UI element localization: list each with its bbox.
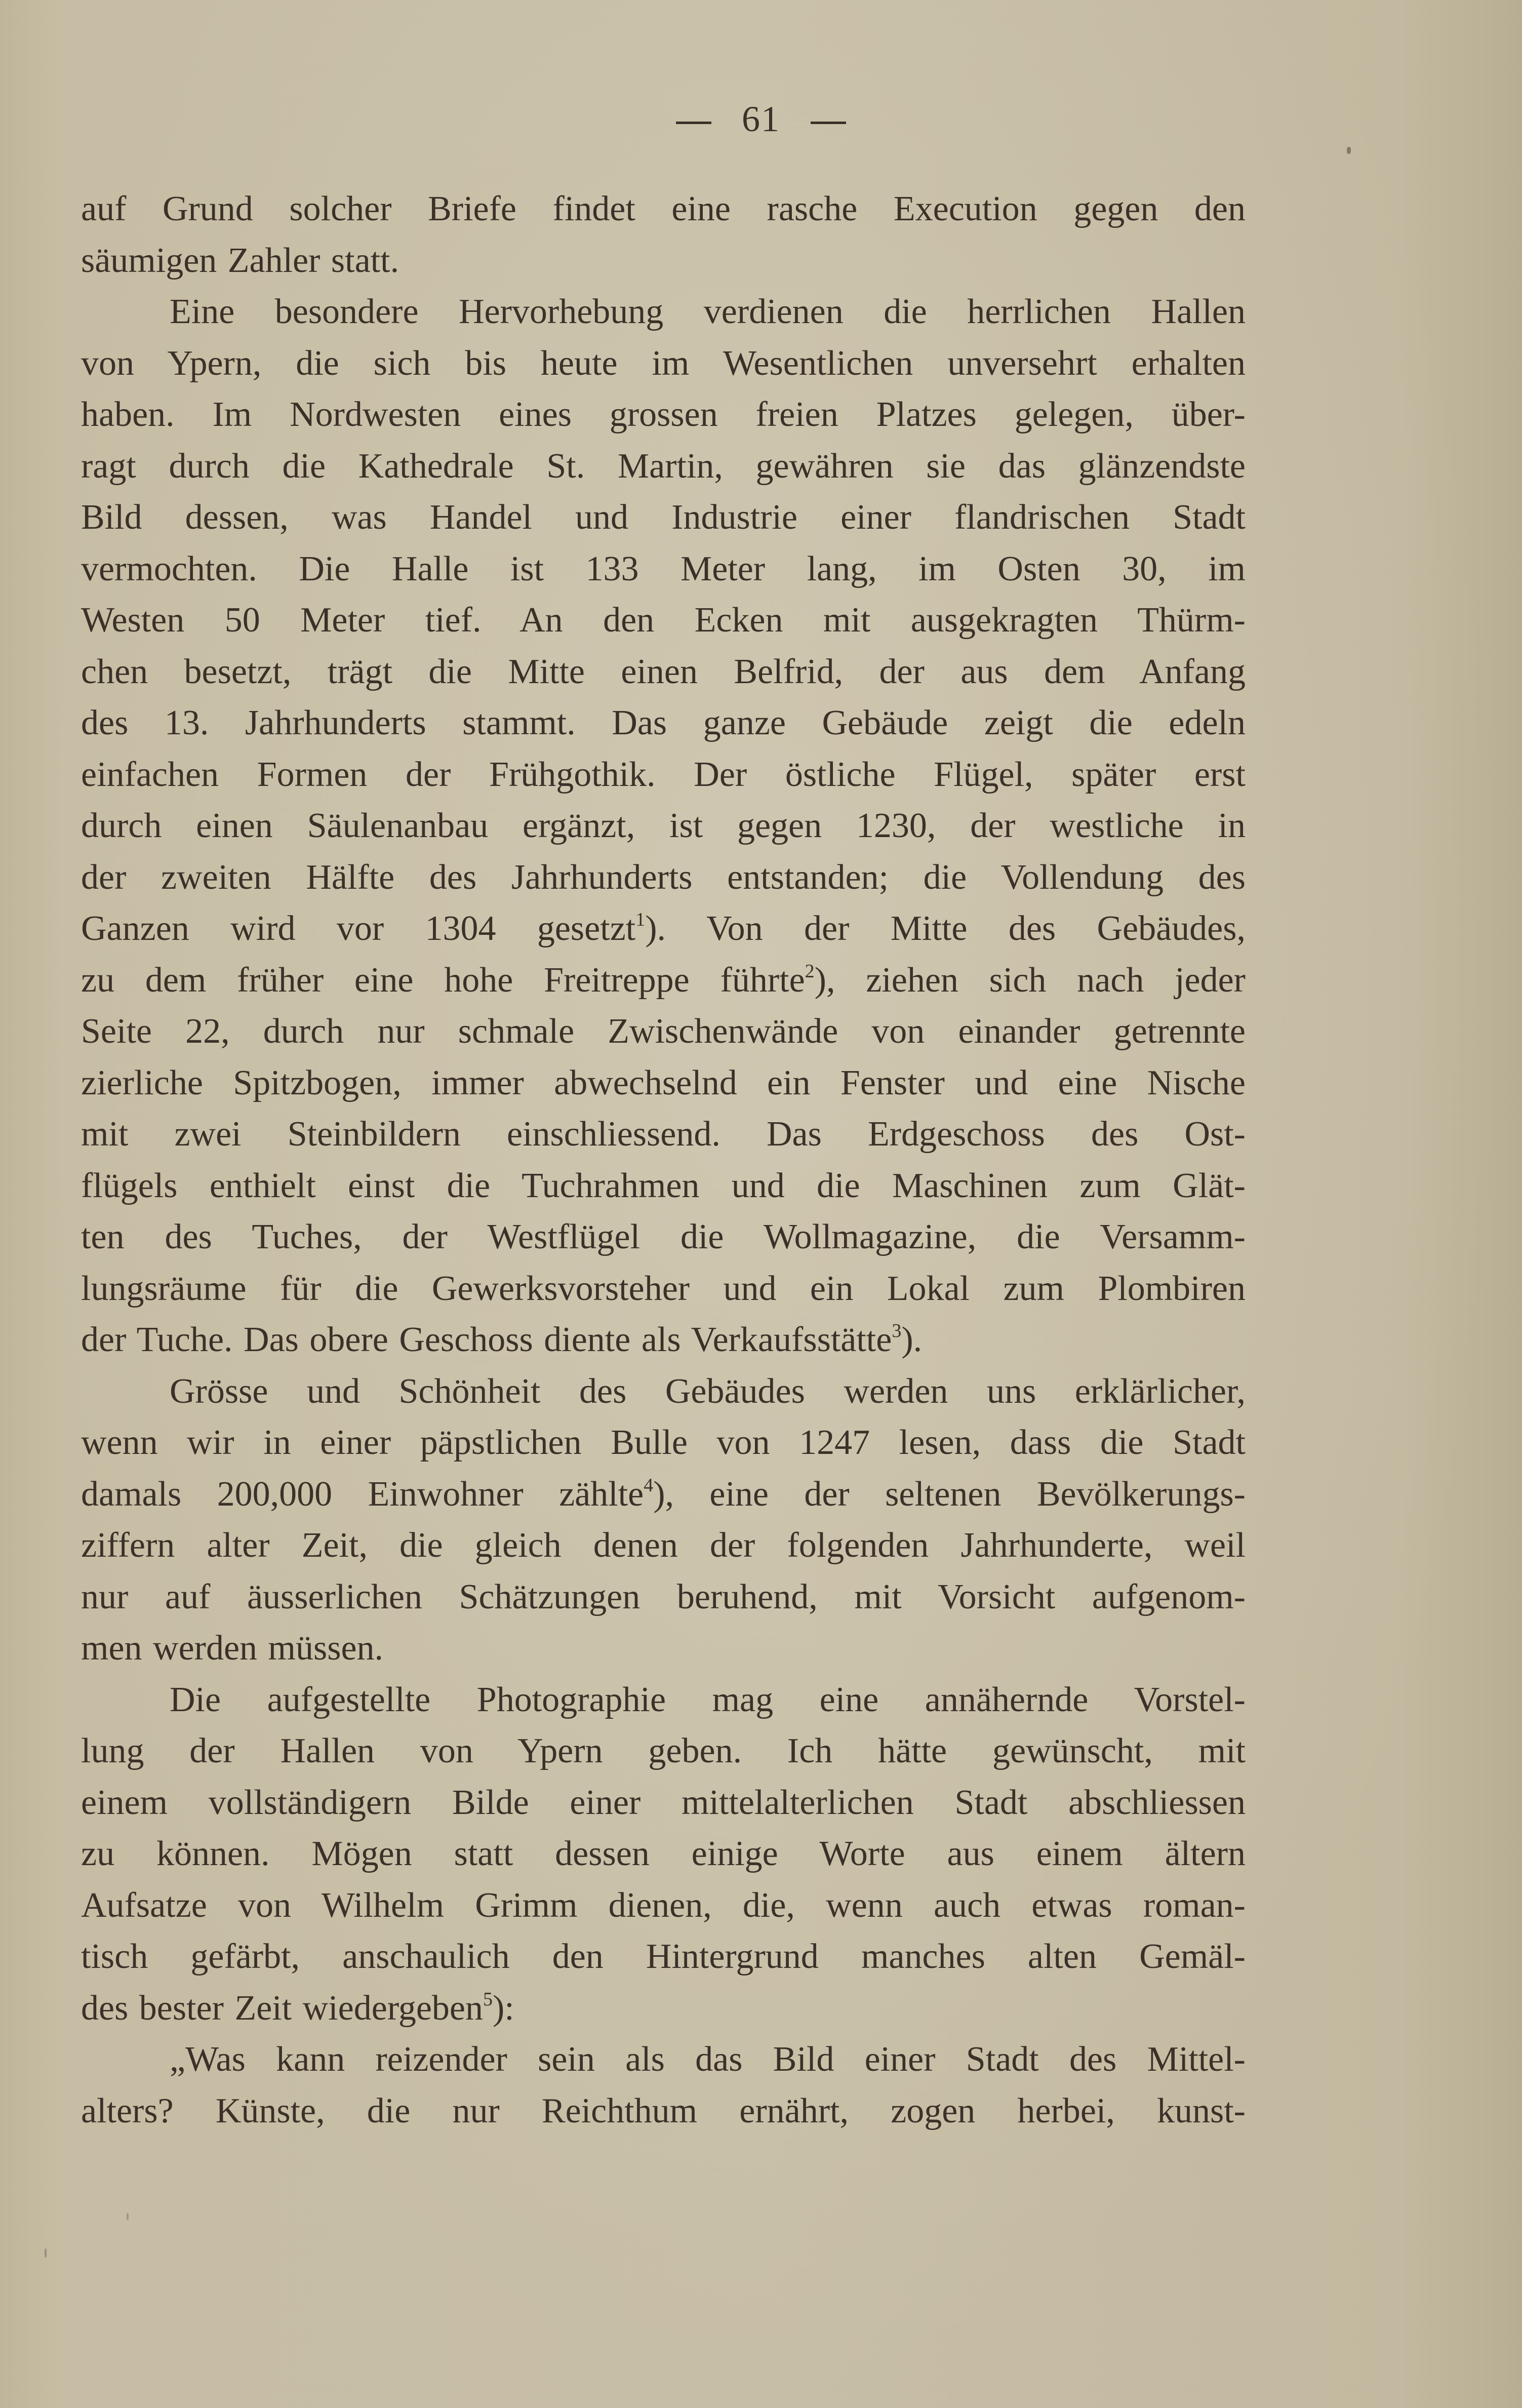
text-line-content: haben. Im Nordwesten eines grossen freien Platzes gelegen, über- xyxy=(81,395,1246,434)
text-line-content: von Ypern, die sich bis heute im Wesentlichen unversehrt erhalten xyxy=(81,343,1246,383)
text-line xyxy=(81,543,1246,595)
text-line xyxy=(81,1057,1246,1109)
text-line-content: damals 200,000 Einwohner zählte xyxy=(81,1474,644,1514)
text-line-content: ziffern alter Zeit, die gleich denen der folgenden Jahrhunderte, weil xyxy=(81,1526,1246,1565)
text-line xyxy=(81,1880,1246,1931)
text-line xyxy=(81,2085,1246,2137)
text-line xyxy=(81,697,1246,749)
text-line-content: wenn wir in einer päpstlichen Bulle von 1247 lesen, dass die Stadt xyxy=(81,1423,1246,1462)
text-line-content: zu dem früher eine hohe Freitreppe führte xyxy=(81,960,805,1000)
text-line-continuation: ), ziehen sich nach jeder xyxy=(814,960,1246,1000)
text-line xyxy=(81,1417,1246,1469)
text-line-content: durch einen Säulenanbau ergänzt, ist gegen 1230, der westliche in xyxy=(81,806,1246,845)
text-line xyxy=(81,441,1246,492)
text-line xyxy=(81,749,1246,801)
body-text xyxy=(81,183,1246,2137)
text-line xyxy=(81,1314,1246,1366)
text-line-continuation: ). Von der Mitte des Gebäudes, xyxy=(645,909,1246,948)
text-line-content: vermochten. Die Halle ist 133 Meter lang, im Osten 30, im xyxy=(81,549,1246,588)
text-line-content: Ganzen wird vor 1304 gesetzt xyxy=(81,909,636,948)
text-line xyxy=(81,492,1246,543)
text-line-content: zierliche Spitzbogen, immer abwechselnd ein Fenster und eine Nische xyxy=(81,1063,1246,1102)
footnote-marker: 1 xyxy=(635,909,646,930)
text-line-content: tisch gefärbt, anschaulich den Hintergrund manches alten Gemäl- xyxy=(81,1937,1246,1976)
text-line xyxy=(81,800,1246,852)
text-line-content: des 13. Jahrhunderts stammt. Das ganze Gebäude zeigt die edeln xyxy=(81,703,1246,742)
text-line xyxy=(81,1725,1246,1777)
footnote-marker: 4 xyxy=(644,1474,654,1496)
text-line-content: auf Grund solcher Briefe findet eine rasche Execution gegen den xyxy=(81,189,1246,228)
paper-speck xyxy=(45,2248,47,2258)
text-line xyxy=(81,1263,1246,1315)
text-line xyxy=(81,852,1246,903)
text-line xyxy=(81,286,1246,338)
paper-speck xyxy=(127,2213,129,2220)
text-line xyxy=(81,1777,1246,1829)
text-line xyxy=(81,955,1246,1006)
text-line-content: Seite 22, durch nur schmale Zwischenwände von einander getrennte xyxy=(81,1012,1246,1051)
text-line-content: Grösse und Schönheit des Gebäudes werden uns erklärlicher, xyxy=(170,1371,1246,1411)
text-line-content: der Tuche. Das obere Geschoss diente als Verkaufsstätte xyxy=(81,1320,892,1359)
text-line-content: einem vollständigern Bilde einer mittelalterlichen Stadt abschliessen xyxy=(81,1783,1246,1822)
text-line xyxy=(81,1623,1246,1674)
text-line xyxy=(81,1674,1246,1726)
text-line xyxy=(81,183,1246,235)
text-line-content: lungsräume für die Gewerksvorsteher und ein Lokal zum Plombiren xyxy=(81,1269,1246,1308)
text-line xyxy=(81,1469,1246,1520)
text-line-content: alters? Künste, die nur Reichthum ernährt, zogen herbei, kunst- xyxy=(81,2091,1246,2130)
text-line-content: Aufsatze von Wilhelm Grimm dienen, die, wenn auch etwas roman- xyxy=(81,1885,1246,1925)
header-dash-right xyxy=(811,122,846,124)
footnote-marker: 5 xyxy=(483,1988,493,2010)
text-line xyxy=(81,903,1246,955)
text-line xyxy=(81,338,1246,389)
text-line xyxy=(81,1211,1246,1263)
page-number: 61 xyxy=(742,99,780,139)
text-line-content: der zweiten Hälfte des Jahrhunderts entstanden; die Vollendung des xyxy=(81,857,1246,897)
text-line xyxy=(81,1571,1246,1623)
text-line xyxy=(81,2034,1246,2085)
text-line-content: des bester Zeit wiedergeben xyxy=(81,1988,483,2028)
text-line xyxy=(81,1366,1246,1417)
text-line-content: Bild dessen, was Handel und Industrie einer flandrischen Stadt xyxy=(81,498,1246,537)
text-line-content: ragt durch die Kathedrale St. Martin, gewähren sie das glänzendste xyxy=(81,446,1246,486)
text-line-content: zu können. Mögen statt dessen einige Worte aus einem ältern xyxy=(81,1834,1246,1873)
text-line-content: Westen 50 Meter tief. An den Ecken mit ausgekragten Thürm- xyxy=(81,601,1246,640)
text-line-content: säumigen Zahler statt. xyxy=(81,241,399,280)
footnote-marker: 3 xyxy=(892,1320,902,1341)
text-line-content: mit zwei Steinbildern einschliessend. Das Erdgeschoss des Ost- xyxy=(81,1115,1246,1154)
footnote-marker: 2 xyxy=(805,960,815,982)
page-header xyxy=(0,96,1522,142)
text-line-content: lung der Hallen von Ypern geben. Ich hätte gewünscht, mit xyxy=(81,1731,1246,1770)
text-line xyxy=(81,646,1246,698)
text-line-content: ten des Tuches, der Westflügel die Wollmagazine, die Versamm- xyxy=(81,1217,1246,1256)
text-line xyxy=(81,1983,1246,2034)
text-line xyxy=(81,235,1246,287)
text-line-continuation: ). xyxy=(901,1320,923,1359)
text-line xyxy=(81,595,1246,646)
text-line-content: flügels enthielt einst die Tuchrahmen und die Maschinen zum Glät- xyxy=(81,1166,1246,1205)
text-line xyxy=(81,1006,1246,1057)
text-line xyxy=(81,1931,1246,1983)
text-line xyxy=(81,1109,1246,1160)
text-line-content: chen besetzt, trägt die Mitte einen Belfrid, der aus dem Anfang xyxy=(81,652,1246,691)
paper-speck xyxy=(1347,147,1351,154)
text-line xyxy=(81,1160,1246,1212)
header-dash-left xyxy=(676,122,711,124)
text-line-continuation: ): xyxy=(493,1988,514,2028)
text-line-content: „Was kann reizender sein als das Bild einer Stadt des Mittel- xyxy=(170,2040,1246,2079)
text-line-content: einfachen Formen der Frühgothik. Der östliche Flügel, später erst xyxy=(81,755,1246,794)
text-line xyxy=(81,389,1246,441)
text-line xyxy=(81,1828,1246,1880)
text-line-continuation: ), eine der seltenen Bevölkerungs- xyxy=(653,1474,1246,1514)
text-line-content: Eine besondere Hervorhebung verdienen die herrlichen Hallen xyxy=(170,292,1246,331)
text-line-content: men werden müssen. xyxy=(81,1629,384,1668)
text-line xyxy=(81,1520,1246,1571)
text-line-content: Die aufgestellte Photographie mag eine annähernde Vorstel- xyxy=(170,1680,1246,1719)
text-line-content: nur auf äusserlichen Schätzungen beruhend, mit Vorsicht aufgenom- xyxy=(81,1577,1246,1616)
